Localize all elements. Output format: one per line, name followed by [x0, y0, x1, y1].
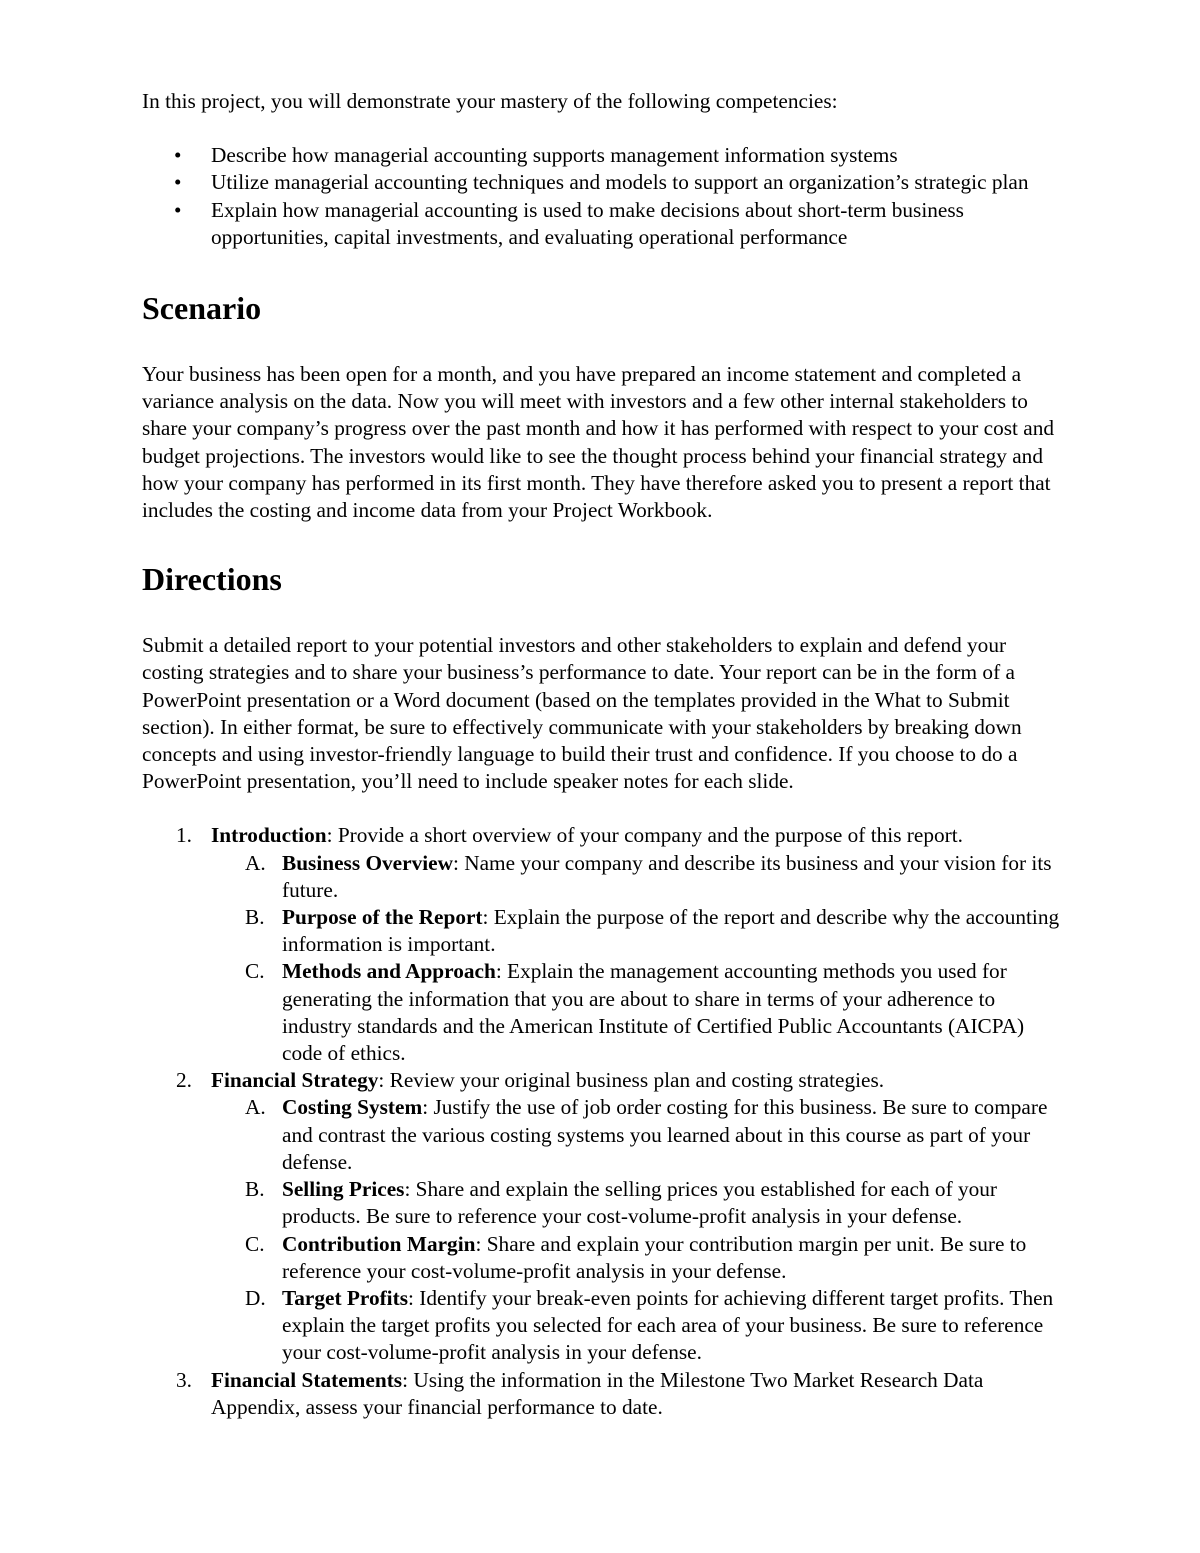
substep-letter: B. — [245, 1177, 265, 1202]
step-item — [142, 822, 1060, 1067]
directions-text: Submit a detailed report to your potential investors and other stakeholders to explain and defend your costing strategies and to share your business’s performance to date. Your report can be in the form of a PowerPoint presentation or a Word document (based on the templates provided in the What to Submit section). In either format, be sure to effectively communicate with your stakeholders by breaking down concepts and using investor-friendly language to build their trust and confidence. If you choose to do a PowerPoint presentation, you’ll need to include speaker notes for each slide. — [142, 633, 1022, 794]
substep-text: : Share and explain the selling prices you established for each of your products. Be sure to reference your cost-volume-profit analysis in your defense. — [282, 1177, 998, 1229]
substep-item — [211, 1094, 1060, 1176]
substep-text: : Share and explain your contribution margin per unit. Be sure to reference your cost-volume-profit analysis in your defense. — [282, 1231, 1027, 1283]
substep-item — [211, 850, 1060, 904]
competency-text: Describe how managerial accounting supports management information systems — [211, 143, 898, 168]
step-text: : Using the information in the Milestone Two Market Research Data Appendix, assess your financial performance to date. — [211, 1367, 984, 1419]
step-title: Financial Strategy — [211, 1068, 379, 1093]
substep-item — [211, 958, 1060, 1067]
substep-title: Contribution Margin — [282, 1231, 476, 1256]
bullet-icon: • — [174, 197, 182, 222]
substep-title: Target Profits — [282, 1285, 408, 1310]
scenario-heading: Scenario — [142, 290, 262, 327]
substep-text: : Explain the purpose of the report and describe why the accounting information is important. — [282, 905, 1060, 957]
substep-title: Costing System — [282, 1095, 423, 1120]
substep-letter: A. — [245, 1095, 266, 1120]
substep-title: Purpose of the Report — [282, 905, 483, 930]
step-number: 2. — [176, 1068, 192, 1093]
list-item — [142, 142, 1060, 169]
step-title: Financial Statements — [211, 1367, 403, 1392]
intro-text: In this project, you will demonstrate your mastery of the following competencies: — [142, 89, 838, 113]
substep-item — [211, 1231, 1060, 1285]
substep-list — [211, 1094, 1060, 1366]
substep-item — [211, 1285, 1060, 1367]
step-number: 3. — [176, 1367, 192, 1392]
directions-steps — [142, 822, 1060, 1420]
substep-text: : Justify the use of job order costing for this business. Be sure to compare and contrast the various costing systems you learned about in this course as part of your defense. — [282, 1095, 1048, 1174]
substep-text: : Name your company and describe its business and your vision for its future. — [282, 850, 1052, 902]
substep-item — [211, 1176, 1060, 1230]
competency-text: Explain how managerial accounting is used to make decisions about short-term business opportunities, capital investments, and evaluating operational performance — [211, 197, 964, 249]
substep-text: : Explain the management accounting methods you used for generating the information that you are about to share in terms of your adherence to industry standards and the American Institute of Certified Public Accountants (AICPA) code of ethics. — [282, 959, 1025, 1066]
scenario-text: Your business has been open for a month, and you have prepared an income statement and completed a variance analysis on the data. Now you will meet with investors and a few other internal stakeholders to share your company’s progress over the past month and how it has performed with respect to your cost and budget projections. The investors would like to see the thought process behind your financial strategy and how your company has performed in its first month. They have therefore asked you to present a report that includes the costing and income data from your Project Workbook. — [142, 362, 1054, 523]
substep-letter: D. — [245, 1285, 266, 1310]
substep-text: : Identify your break-even points for achieving different target profits. Then explain the target profits you selected for each area of your business. Be sure to reference your cost-volume-profit analysis in your defense. — [282, 1285, 1054, 1365]
directions-heading: Directions — [142, 561, 282, 598]
substep-letter: C. — [245, 1231, 265, 1256]
substep-letter: C. — [245, 959, 265, 984]
bullet-icon: • — [174, 143, 182, 168]
step-title: Introduction — [211, 823, 327, 848]
competency-list — [142, 142, 1060, 251]
step-number: 1. — [176, 823, 192, 848]
list-item — [142, 169, 1060, 196]
step-text: : Review your original business plan and costing strategies. — [378, 1068, 885, 1093]
step-item — [142, 1367, 1060, 1421]
bullet-icon: • — [174, 170, 182, 195]
substep-item — [211, 904, 1060, 958]
competency-text: Utilize managerial accounting techniques and models to support an organization’s strategic plan — [211, 170, 1029, 195]
substep-list — [211, 850, 1060, 1068]
substep-title: Methods and Approach — [282, 959, 496, 984]
substep-letter: B. — [245, 905, 265, 930]
substep-title: Selling Prices — [282, 1177, 405, 1202]
step-item — [142, 1067, 1060, 1366]
list-item — [142, 197, 1060, 251]
substep-letter: A. — [245, 850, 266, 875]
step-text: : Provide a short overview of your company and the purpose of this report. — [326, 823, 963, 848]
substep-title: Business Overview — [282, 850, 453, 875]
